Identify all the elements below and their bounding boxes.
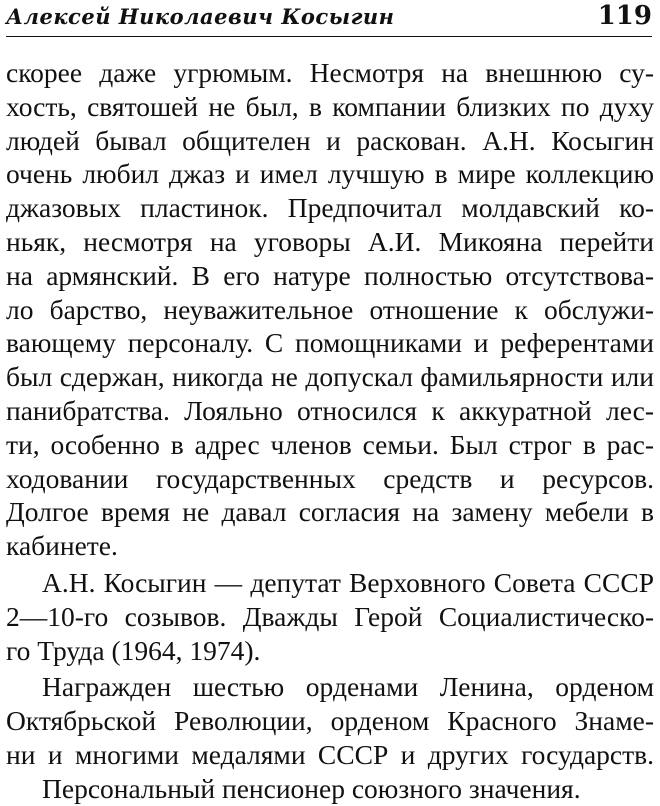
text-line: очень любил джаз и имел лучшую в мире коллекцию xyxy=(6,158,654,190)
running-head xyxy=(6,0,652,37)
text-line: А.Н. Косыгин — депутат Верховного Совета СССР xyxy=(42,566,654,598)
running-head-author: Алексей Николаевич Косыгин xyxy=(6,4,395,29)
page-number: 119 xyxy=(597,1,652,31)
text-line: скорее даже угрюмым. Несмотря на внешнюю су- xyxy=(6,57,654,88)
text-line: вающему персоналу. С помощниками и референтами xyxy=(6,327,654,359)
text-line: кабинете. xyxy=(6,530,118,562)
text-line: ходовании государственных средств и ресурсов. xyxy=(6,462,654,494)
text-line: Награжден шестью орденами Ленина, орденом xyxy=(42,671,654,703)
text-line: Долгое время не давал согласия на замену мебели в xyxy=(6,496,654,528)
text-line: ти, особенно в адрес членов семьи. Был строг в рас- xyxy=(6,428,654,460)
text-line: джазовых пластинок. Предпочитал молдавский ко- xyxy=(6,192,654,224)
paragraph-1 xyxy=(6,56,654,563)
text-line: ло барство, неуважительное отношение к обслужи- xyxy=(6,293,654,325)
body-text xyxy=(6,56,654,806)
text-line: Персональный пенсионер союзного значения. xyxy=(42,772,581,804)
paragraph-4 xyxy=(6,772,654,806)
text-line: людей бывал общителен и раскован. А.Н. Косыгин xyxy=(6,124,654,156)
text-line: ни и многими медалями СССР и других государств. xyxy=(6,738,654,770)
paragraph-3 xyxy=(6,670,654,771)
text-line: ньяк, несмотря на уговоры А.И. Микояна перейти xyxy=(6,225,654,257)
text-line: Октябрьской Революции, орденом Красного Знаме- xyxy=(6,705,654,737)
text-line: 2—10-го созывов. Дважды Герой Социалистическо- xyxy=(6,600,654,632)
paragraph-2 xyxy=(6,566,654,667)
text-line: на армянский. В его натуре полностью отсутствова- xyxy=(6,259,654,291)
text-line: го Труда (1964, 1974). xyxy=(6,634,261,666)
text-line: хость, святошей не был, в компании близких по духу xyxy=(6,90,654,122)
text-line: панибратства. Лояльно относился к аккуратной лес- xyxy=(6,394,654,426)
text-line: был сдержан, никогда не допускал фамильярности или xyxy=(6,361,654,393)
